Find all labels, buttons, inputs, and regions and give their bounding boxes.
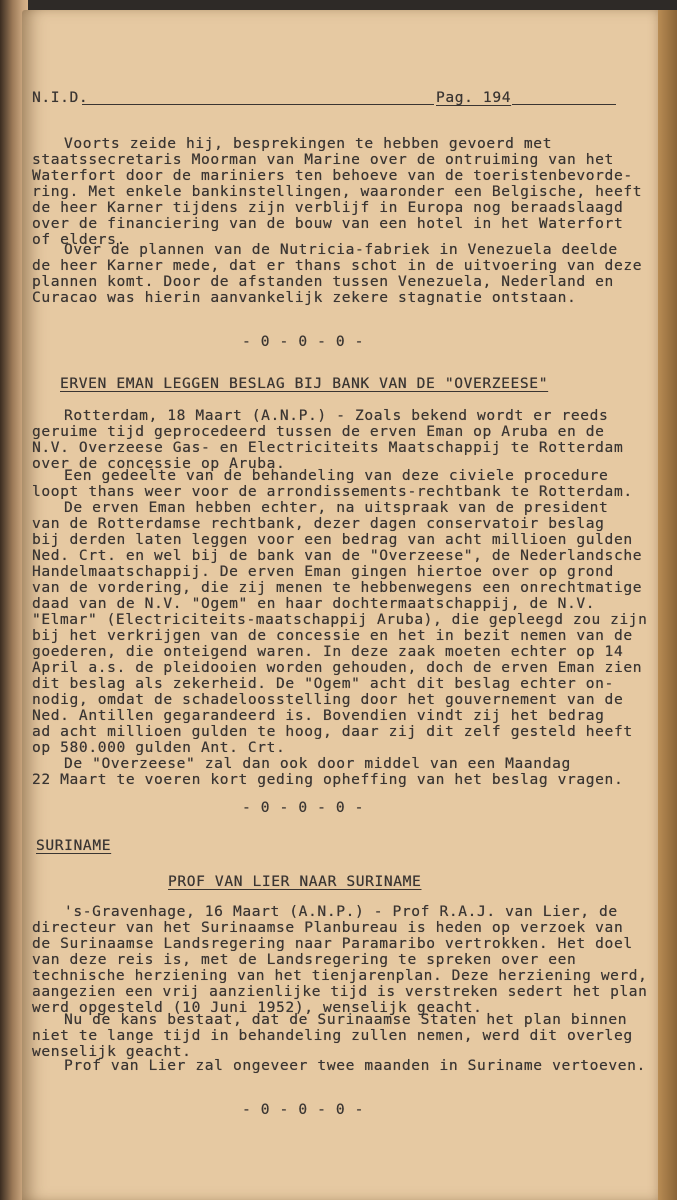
article-line: van de vordering, die zij menen te hebbenwegens een onrechtmatige (32, 579, 643, 596)
intro-line: over de financiering van de bouw van een hotel in het Waterfort (32, 215, 624, 232)
article-line: goederen, die onteigend waren. In deze zaak moeten echter op 14 (32, 643, 624, 660)
article-line: bij het verkrijgen van de concessie en het in bezit nemen van de (32, 627, 633, 644)
article-line: Nu de kans bestaat, dat de Surinaamse Staten het plan binnen (64, 1011, 628, 1028)
article-line: "Elmar" (Electriciteits-maatschappij Aruba), die gepleegd zou zijn (32, 611, 648, 628)
article-line: aangezien een vrij aanzienlijke tijd is verstreken sedert het plan (32, 983, 648, 1000)
intro-line: Curacao was hierin aanvankelijk zekere stagnatie ontstaan. (32, 289, 577, 306)
intro-line: plannen komt. Door de afstanden tussen Venezuela, Nederland en (32, 273, 614, 290)
article-line: Ned. Crt. en wel bij de bank van de "Overzeese", de Nederlandsche (32, 547, 643, 564)
intro-line: de heer Karner mede, dat er thans schot in de uitvoering van deze (32, 257, 643, 274)
intro-line: de heer Karner tijdens zijn verblijf in Europa nog beraadslaagd (32, 199, 624, 216)
article-line: over de concessie op Aruba. (32, 455, 286, 472)
intro-line: Voorts zeide hij, besprekingen te hebben gevoerd met (64, 135, 553, 152)
article-line: van deze reis is, met de Landsregering te spreken over een (32, 951, 577, 968)
article-line: wenselijk geacht. (32, 1043, 192, 1060)
article-line: technische herziening van het tienjarenplan. Deze herziening werd, (32, 967, 648, 984)
article-headline: PROF VAN LIER NAAR SURINAME (168, 873, 422, 890)
article-line: De "Overzeese" zal dan ook door middel van een Maandag (64, 755, 571, 772)
separator: - 0 - 0 - 0 - (242, 799, 365, 816)
article-line: ad acht millioen gulden te hoog, daar zij dit zelf gesteld heeft (32, 723, 633, 740)
article-line: De erven Eman hebben echter, na uitspraak van de president (64, 499, 609, 516)
article-line: geruime tijd geprocedeerd tussen de erven Eman op Aruba en de (32, 423, 605, 440)
intro-line: staatssecretaris Moorman van Marine over de ontruiming van het (32, 151, 614, 168)
article-line: April a.s. de pleidooien worden gehouden, doch de erven Eman zien (32, 659, 643, 676)
article-line: Een gedeelte van de behandeling van deze civiele procedure (64, 467, 609, 484)
intro-line: of elders. (32, 231, 126, 248)
article-line: de Surinaamse Landsregering naar Paramaribo vertrokken. Het doel (32, 935, 633, 952)
intro-line: Over de plannen van de Nutricia-fabriek in Venezuela deelde (64, 241, 618, 258)
intro-line: ring. Met enkele bankinstellingen, waaronder een Belgische, heeft (32, 183, 643, 200)
separator: - 0 - 0 - 0 - (242, 1101, 365, 1118)
article-line: bij derden laten leggen voor een bedrag van acht millioen gulden (32, 531, 633, 548)
article-line: van de Rotterdamse rechtbank, dezer dagen conservatoir beslag (32, 515, 605, 532)
intro-line: Waterfort door de mariniers ten behoeve van de toeristenbevorde- (32, 167, 633, 184)
page-edge (658, 10, 677, 1200)
article-line: dit beslag als zekerheid. De "Ogem" acht dit beslag echter on- (32, 675, 614, 692)
article-line: 's-Gravenhage, 16 Maart (A.N.P.) - Prof R.A.J. van Lier, de (64, 903, 618, 920)
header-page-number: Pag. 194 (436, 89, 512, 106)
article-line: Ned. Antillen gegarandeerd is. Bovendien vindt zij het bedrag (32, 707, 605, 724)
header-rule-left (82, 104, 434, 105)
article-line: loopt thans weer voor de arrondissements-rechtbank te Rotterdam. (32, 483, 633, 500)
article-line: directeur van het Surinaamse Planbureau is heden op verzoek van (32, 919, 624, 936)
header-left: N.I.D. (32, 89, 89, 106)
article-line: nodig, omdat de schadeloosstelling door het gouvernement van de (32, 691, 624, 708)
separator: - 0 - 0 - 0 - (242, 333, 365, 350)
article-line: niet te lange tijd in behandeling zullen nemen, werd dit overleg (32, 1027, 633, 1044)
section-heading: SURINAME (36, 837, 112, 854)
article-headline: ERVEN EMAN LEGGEN BESLAG BIJ BANK VAN DE "OVERZEESE" (60, 375, 549, 392)
article-line: Handelmaatschappij. De erven Eman gingen hiertoe over op grond (32, 563, 614, 580)
article-line: daad van de N.V. "Ogem" en haar dochtermaatschappij, de N.V. (32, 595, 596, 612)
article-line: Prof van Lier zal ongeveer twee maanden in Suriname vertoeven. (64, 1057, 646, 1074)
article-line: 22 Maart te voeren kort geding opheffing van het beslag vragen. (32, 771, 624, 788)
article-line: N.V. Overzeese Gas- en Electriciteits Maatschappij te Rotterdam (32, 439, 624, 456)
article-line: op 580.000 gulden Ant. Crt. (32, 739, 286, 756)
article-line: Rotterdam, 18 Maart (A.N.P.) - Zoals bekend wordt er reeds (64, 407, 609, 424)
header-rule-right (512, 104, 616, 105)
article-line: werd opgesteld (10 Juni 1952), wenselijk geacht. (32, 999, 483, 1016)
